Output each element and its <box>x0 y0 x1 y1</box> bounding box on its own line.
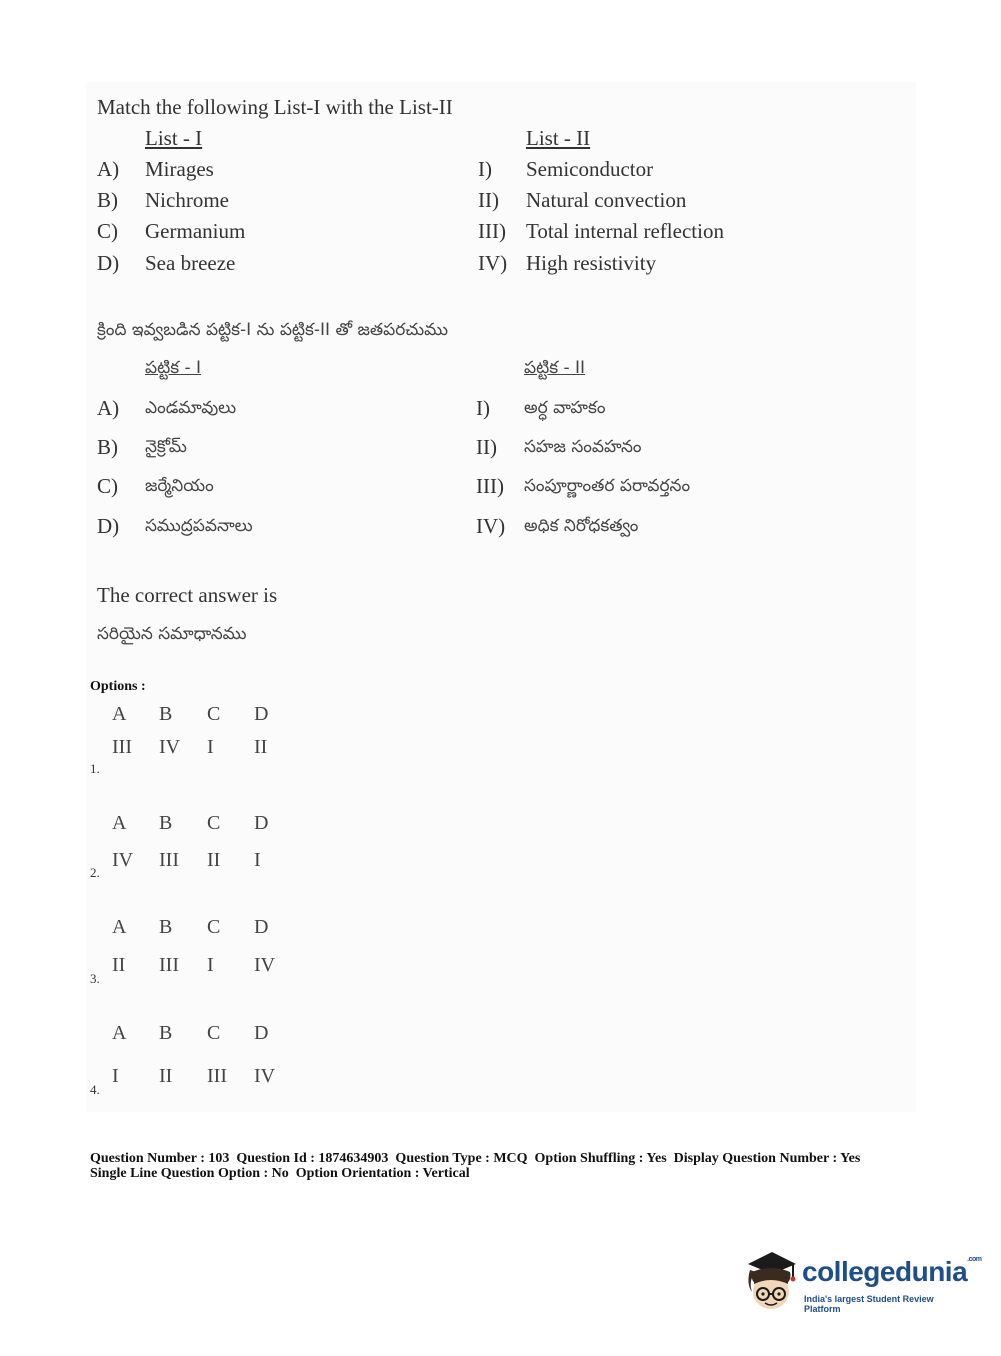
meta-line-1: Question Number : 103 Question Id : 1874634903 Question Type : MCQ Option Shuffling : Yes Display Question Number : Yes <box>90 1151 861 1166</box>
list1-label: D) <box>97 251 120 275</box>
option-header: D <box>254 812 269 834</box>
option-header: D <box>254 916 269 938</box>
list2-item-te: సహజ సంవహనం <box>524 437 642 457</box>
option-value: II <box>112 954 126 976</box>
option-number: 4. <box>90 1082 100 1097</box>
option-number: 1. <box>90 761 100 776</box>
list2-item-te: అధిక నిరోధకత్వం <box>524 516 639 536</box>
option-header: B <box>159 916 173 938</box>
option-value: I <box>254 849 261 871</box>
option-header: A <box>112 703 127 725</box>
list1-item-te: సముద్రపవనాలు <box>145 516 253 536</box>
option-value: II <box>159 1065 173 1087</box>
option-header: B <box>159 703 173 725</box>
option-header: A <box>112 812 127 834</box>
option-header: C <box>207 703 221 725</box>
list2-item: Total internal reflection <box>526 219 724 243</box>
option-header: B <box>159 812 173 834</box>
answer-prompt-en: The correct answer is <box>97 583 278 607</box>
option-value: IV <box>254 954 276 976</box>
option-number: 2. <box>90 865 100 880</box>
list2-label-te: I) <box>476 396 490 420</box>
option-header: C <box>207 916 221 938</box>
list2-header-en: List - II <box>526 126 591 150</box>
list1-label-te: A) <box>97 396 120 420</box>
answer-prompt-te: సరియైన సమాధానము <box>97 624 247 644</box>
list1-label: B) <box>97 188 118 212</box>
list1-item: Nichrome <box>145 188 229 212</box>
list2-label: II) <box>478 188 499 212</box>
list2-label: I) <box>478 157 492 181</box>
option-value: III <box>159 849 179 871</box>
option-value: I <box>207 954 214 976</box>
list1-item: Mirages <box>145 157 214 181</box>
list2-header-te: పట్టిక - II <box>524 358 586 378</box>
option-header: A <box>112 916 127 938</box>
list1-item-te: నైక్రోమ్ <box>145 437 187 457</box>
option-header: C <box>207 1022 221 1044</box>
list2-label: IV) <box>478 251 508 275</box>
list1-header-en: List - I <box>145 126 203 150</box>
list2-label-te: IV) <box>476 514 506 538</box>
option-value: III <box>207 1065 227 1087</box>
question-meta <box>90 1151 860 1181</box>
list2-item: High resistivity <box>526 251 657 275</box>
list1-label: A) <box>97 157 120 181</box>
list1-label-te: C) <box>97 474 118 498</box>
option-header: D <box>254 703 269 725</box>
list1-label-te: B) <box>97 435 118 459</box>
list1-item-te: జర్మేనియం <box>145 476 214 496</box>
option-value: IV <box>112 849 134 871</box>
meta-line-2: Single Line Question Option : No Option Orientation : Vertical <box>90 1166 470 1181</box>
collegedunia-logo <box>742 1250 982 1320</box>
list1-label-te: D) <box>97 514 120 538</box>
logo-brand <box>802 1256 982 1288</box>
logo-suffix: .com <box>967 1256 982 1263</box>
option-value: IV <box>254 1065 276 1087</box>
list2-item-te: సంపూర్ణాంతర పరావర్తనం <box>524 476 691 496</box>
option-value: III <box>112 736 132 758</box>
option-header: B <box>159 1022 173 1044</box>
logo-tagline: India's largest Student Review Platform <box>804 1294 934 1314</box>
list2-item-te: అర్ధ వాహకం <box>524 398 606 418</box>
list1-item: Germanium <box>145 219 246 243</box>
option-number: 3. <box>90 971 100 986</box>
option-header: C <box>207 812 221 834</box>
list1-header-te: పట్టిక - I <box>145 358 202 378</box>
list2-item: Semiconductor <box>526 157 654 181</box>
mascot-icon <box>742 1250 800 1316</box>
option-header: D <box>254 1022 269 1044</box>
option-value: III <box>159 954 179 976</box>
option-value: I <box>207 736 214 758</box>
option-value: II <box>254 736 268 758</box>
question-title-te: క్రింది ఇవ్వబడిన పట్టిక-I ను పట్టిక-II తో జతపరచుము <box>97 320 448 340</box>
list2-item: Natural convection <box>526 188 687 212</box>
list2-label: III) <box>478 219 506 243</box>
logo-brand-text: collegedunia <box>802 1256 968 1287</box>
option-value: I <box>112 1065 119 1087</box>
list1-label: C) <box>97 219 118 243</box>
list1-item-te: ఎండమావులు <box>145 398 237 418</box>
options-label: Options : <box>90 679 146 694</box>
option-value: II <box>207 849 221 871</box>
question-title-en: Match the following List-I with the List-II <box>97 95 453 119</box>
list1-item: Sea breeze <box>145 251 236 275</box>
option-value: IV <box>159 736 181 758</box>
list2-label-te: III) <box>476 474 504 498</box>
list2-label-te: II) <box>476 435 497 459</box>
option-header: A <box>112 1022 127 1044</box>
